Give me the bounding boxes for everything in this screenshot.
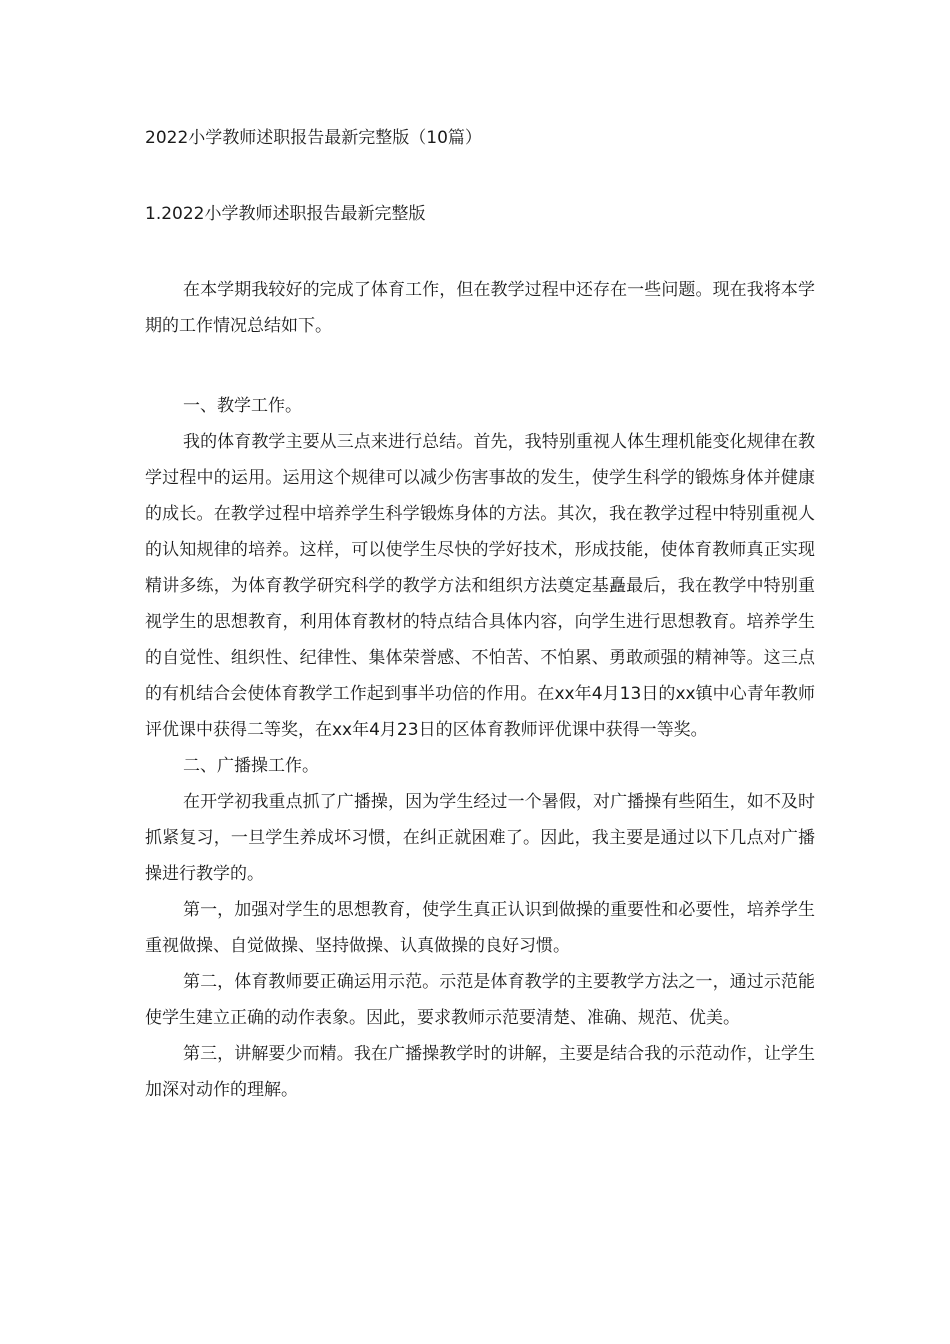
paragraph-broadcast-exercise: 在开学初我重点抓了广播操，因为学生经过一个暑假，对广播操有些陌生，如不及时抓紧复习，一旦学生养成坏习惯，在纠正就困难了。因此，我主要是通过以下几点对广播操进行教学的。 [145, 792, 815, 884]
paragraph-point-one: 第一，加强对学生的思想教育，使学生真正认识到做操的重要性和必要性，培养学生重视做操、自觉做操、坚持做操、认真做操的良好习惯。 [145, 900, 815, 956]
document-content [145, 124, 815, 1108]
section-heading-broadcast-exercise: 二、广播操工作。 [183, 756, 319, 776]
section-title: 1.2022小学教师述职报告最新完整版 [145, 204, 426, 224]
document-title: 2022小学教师述职报告最新完整版（10篇） [145, 128, 482, 148]
paragraph-point-three: 第三，讲解要少而精。我在广播操教学时的讲解，主要是结合我的示范动作，让学生加深对动作的理解。 [145, 1044, 815, 1100]
intro-paragraph: 在本学期我较好的完成了体育工作，但在教学过程中还存在一些问题。现在我将本学期的工作情况总结如下。 [145, 280, 815, 336]
paragraph-teaching: 我的体育教学主要从三点来进行总结。首先，我特别重视人体生理机能变化规律在教学过程中的运用。运用这个规律可以减少伤害事故的发生，使学生科学的锻炼身体并健康的成长。在教学过程中培养学生科学锻炼身体的方法。其次，我在教学过程中特别重视人的认知规律的培养。这样，可以使学生尽快的学好技术，形成技能，使体育教师真正实现精讲多练，为体育教学研究科学的教学方法和组织方法奠定基矗最后，我在教学中特别重视学生的思想教育，利用体育教材的特点结合具体内容，向学生进行思想教育。培养学生的自觉性、组织性、纪律性、集体荣誉感、不怕苦、不怕累、勇敢顽强的精神等。这三点的有机结合会使体育教学工作起到事半功倍的作用。在xx年4月13日的xx镇中心青年教师评优课中获得二等奖，在xx年4月23日的区体育教师评优课中获得一等奖。 [145, 432, 815, 740]
section-heading-teaching: 一、教学工作。 [183, 396, 302, 416]
paragraph-point-two: 第二，体育教师要正确运用示范。示范是体育教学的主要教学方法之一，通过示范能使学生建立正确的动作表象。因此，要求教师示范要清楚、准确、规范、优美。 [145, 972, 815, 1028]
